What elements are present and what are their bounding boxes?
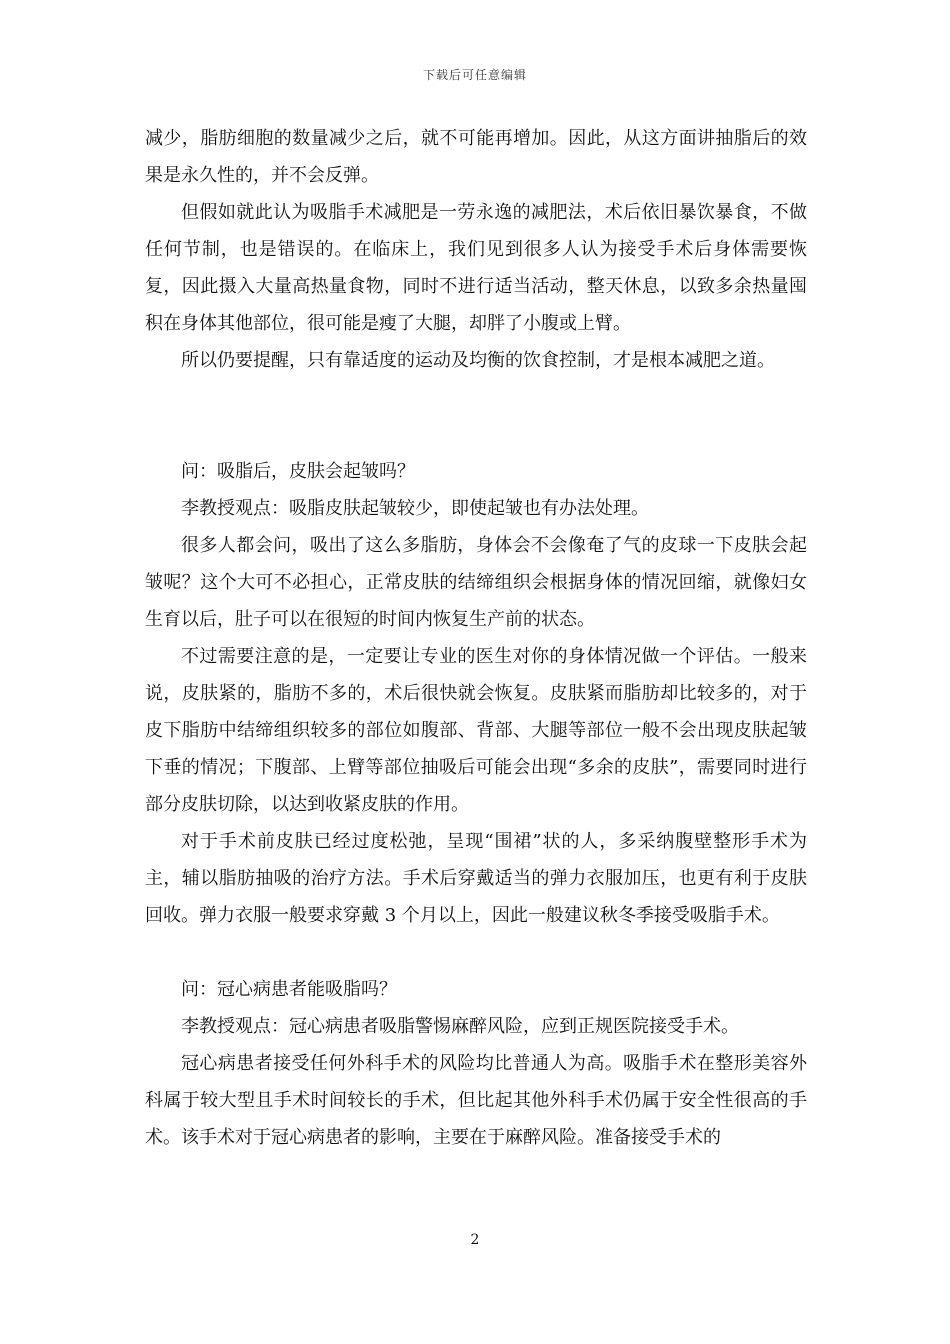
paragraph-continuation: 减少，脂肪细胞的数量减少之后，就不可能再增加。因此，从这方面讲抽脂后的效果是永久性的，并不会反弹。 <box>145 128 807 186</box>
paragraph: 不过需要注意的是，一定要让专业的医生对你的身体情况做一个评估。一般来说，皮肤紧的，脂肪不多的，术后很快就会恢复。皮肤紧而脂肪却比较多的，对于皮下脂肪中结缔组织较多的部位如腹部、背部、大腿等部位一般不会出现皮肤起皱下垂的情况；下腹部、上臂等部位抽吸后可能会出现“多余的皮肤”，需要同时进行部分皮肤切除，以达到收紧皮肤的作用。 <box>145 646 807 815</box>
section-gap <box>145 934 807 971</box>
paragraph: 对于手术前皮肤已经过度松弛，呈现“围裙”状的人，多采纳腹壁整形手术为主，辅以脂肪抽吸的治疗方法。手术后穿戴适当的弹力衣服加压，也更有利于皮肤回收。弹力衣服一般要求穿戴 3 个月以上，因此一般建议秋冬季接受吸脂手术。 <box>145 831 807 926</box>
document-body <box>145 120 807 1156</box>
paragraph: 所以仍要提醒，只有靠适度的运动及均衡的饮食控制，才是根本减肥之道。 <box>181 350 775 371</box>
question-heading: 问：吸脂后，皮肤会起皱吗？ <box>181 461 415 482</box>
page-number: 2 <box>470 1232 480 1248</box>
page-header: 下载后可任意编辑 <box>422 68 527 82</box>
expert-answer: 李教授观点：冠心病患者吸脂警惕麻醉风险，应到正规医院接受手术。 <box>181 1016 739 1037</box>
question-heading: 问：冠心病患者能吸脂吗？ <box>181 979 397 1000</box>
expert-answer: 李教授观点：吸脂皮肤起皱较少，即使起皱也有办法处理。 <box>181 498 649 519</box>
paragraph: 但假如就此认为吸脂手术减肥是一劳永逸的减肥法，术后依旧暴饮暴食，不做任何节制，也是错误的。在临床上，我们见到很多人认为接受手术后身体需要恢复，因此摄入大量高热量食物，同时不进行适当活动，整天休息，以致多余热量囤积在身体其他部位，很可能是瘦了大腿，却胖了小腹或上臂。 <box>145 202 807 334</box>
paragraph: 冠心病患者接受任何外科手术的风险均比普通人为高。吸脂手术在整形美容外科属于较大型且手术时间较长的手术，但比起其他外科手术仍属于安全性很高的手术。该手术对于冠心病患者的影响，主要在于麻醉风险。准备接受手术的 <box>145 1053 807 1148</box>
section-gap <box>145 379 807 453</box>
paragraph: 很多人都会问，吸出了这么多脂肪，身体会不会像奄了气的皮球一下皮肤会起皱呢？这个大可不必担心，正常皮肤的结缔组织会根据身体的情况回缩，就像妇女生育以后，肚子可以在很短的时间内恢复生产前的状态。 <box>145 535 807 630</box>
